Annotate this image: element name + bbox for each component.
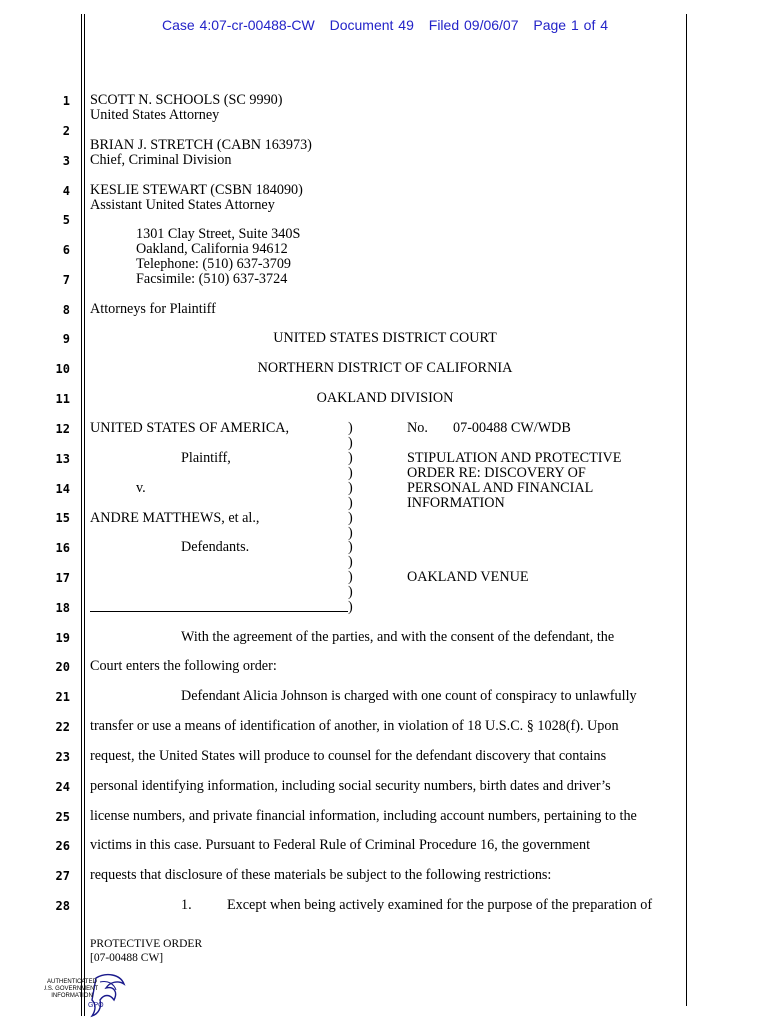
caption-paren: ) bbox=[348, 465, 353, 481]
line-number: 4 bbox=[62, 184, 70, 198]
line-number: 7 bbox=[62, 273, 70, 287]
line-number: 14 bbox=[55, 482, 70, 496]
address-city: Oakland, California 94612 bbox=[136, 241, 288, 257]
body-line: Defendant Alicia Johnson is charged with one count of conspiracy to unlawfully bbox=[181, 688, 637, 704]
caption-paren: ) bbox=[348, 420, 353, 436]
line-number: 12 bbox=[55, 422, 70, 436]
body-line: Court enters the following order: bbox=[90, 658, 277, 674]
paragraph-number: 1. bbox=[181, 897, 192, 913]
line-number: 5 bbox=[62, 213, 70, 227]
attorneys-for: Attorneys for Plaintiff bbox=[90, 301, 216, 317]
defendant-name: ANDRE MATTHEWS, et al., bbox=[90, 510, 260, 526]
defendant-role: Defendants. bbox=[181, 539, 250, 555]
gpo-text: AUTHENTICATED bbox=[47, 979, 97, 985]
line-number: 11 bbox=[55, 392, 70, 406]
body-line: Except when being actively examined for the purpose of the preparation of bbox=[227, 897, 653, 913]
court-name: UNITED STATES DISTRICT COURT bbox=[273, 330, 497, 346]
caption-paren: ) bbox=[348, 495, 353, 511]
body-line: transfer or use a means of identification of another, in violation of 18 U.S.C. § 1028(f). Upon bbox=[90, 718, 619, 734]
address-street: 1301 Clay Street, Suite 340S bbox=[136, 226, 301, 242]
court-division: OAKLAND DIVISION bbox=[316, 390, 454, 406]
document-title-line: INFORMATION bbox=[407, 495, 505, 511]
line-number: 23 bbox=[55, 750, 70, 764]
line-number: 21 bbox=[55, 690, 70, 704]
plaintiff-role: Plaintiff, bbox=[181, 450, 231, 466]
attorney-title-2: Chief, Criminal Division bbox=[90, 152, 232, 168]
venue: OAKLAND VENUE bbox=[407, 569, 529, 585]
line-number: 9 bbox=[62, 332, 70, 346]
filed-date: Filed 09/06/07 bbox=[428, 17, 519, 33]
body-line: With the agreement of the parties, and with the consent of the defendant, the bbox=[181, 629, 615, 645]
line-number: 8 bbox=[62, 303, 70, 317]
caption-paren: ) bbox=[348, 525, 353, 541]
attorney-title-3: Assistant United States Attorney bbox=[90, 197, 275, 213]
attorney-name-3: KESLIE STEWART (CSBN 184090) bbox=[90, 182, 303, 198]
caption-paren: ) bbox=[348, 480, 353, 496]
line-number: 27 bbox=[55, 869, 70, 883]
attorney-name-2: BRIAN J. STRETCH (CABN 163973) bbox=[90, 137, 312, 153]
left-margin-rule-inner bbox=[84, 14, 85, 1016]
case-no-value: 07-00488 CW/WDB bbox=[453, 420, 571, 436]
caption-underline bbox=[90, 611, 348, 612]
telephone: Telephone: (510) 637-3709 bbox=[136, 256, 292, 272]
line-number: 13 bbox=[55, 452, 70, 466]
gpo-text: INFORMATION bbox=[51, 993, 93, 999]
body-line: request, the United States will produce to counsel for the defendant discovery that contains bbox=[90, 748, 607, 764]
document-title-line: STIPULATION AND PROTECTIVE bbox=[407, 450, 622, 466]
line-number: 10 bbox=[55, 362, 70, 376]
plaintiff-name: UNITED STATES OF AMERICA, bbox=[90, 420, 290, 436]
line-number: 3 bbox=[62, 154, 70, 168]
court-district: NORTHERN DISTRICT OF CALIFORNIA bbox=[257, 360, 513, 376]
attorney-title-1: United States Attorney bbox=[90, 107, 220, 123]
gpo-text: GPO bbox=[88, 1002, 104, 1009]
line-number: 15 bbox=[55, 511, 70, 525]
caption-paren: ) bbox=[348, 584, 353, 600]
document-number: Document 49 bbox=[329, 17, 414, 33]
caption-paren: ) bbox=[348, 510, 353, 526]
document-title-line: ORDER RE: DISCOVERY OF bbox=[407, 465, 586, 481]
line-number: 2 bbox=[62, 124, 70, 138]
caption-paren: ) bbox=[348, 554, 353, 570]
line-number: 6 bbox=[62, 243, 70, 257]
body-line: requests that disclosure of these materials be subject to the following restrictions: bbox=[90, 867, 552, 883]
line-number: 19 bbox=[55, 631, 70, 645]
body-line: license numbers, and private financial information, including account numbers, pertaining to the bbox=[90, 808, 637, 824]
caption-paren: ) bbox=[348, 569, 353, 585]
caption-paren: ) bbox=[348, 435, 353, 451]
document-title-line: PERSONAL AND FINANCIAL bbox=[407, 480, 594, 496]
line-number: 1 bbox=[62, 94, 70, 108]
line-number: 17 bbox=[55, 571, 70, 585]
facsimile: Facsimile: (510) 637-3724 bbox=[136, 271, 288, 287]
left-margin-rule bbox=[81, 14, 82, 1016]
gpo-text: U.S. GOVERNMENT bbox=[44, 986, 99, 992]
ecf-header-stamp bbox=[0, 17, 770, 33]
line-number: 18 bbox=[55, 601, 70, 615]
line-number: 26 bbox=[55, 839, 70, 853]
page-indicator: Page 1 of 4 bbox=[533, 17, 609, 33]
case-number: Case 4:07-cr-00488-CW bbox=[161, 17, 315, 33]
line-number: 22 bbox=[55, 720, 70, 734]
line-number: 16 bbox=[55, 541, 70, 555]
line-number: 24 bbox=[55, 780, 70, 794]
body-line: victims in this case. Pursuant to Federal Rule of Criminal Procedure 16, the government bbox=[90, 837, 591, 853]
caption-paren: ) bbox=[348, 539, 353, 555]
caption-paren: ) bbox=[348, 599, 353, 615]
footer-case: [07-00488 CW] bbox=[90, 952, 164, 964]
footer bbox=[90, 937, 202, 965]
line-number: 25 bbox=[55, 810, 70, 824]
body-line: personal identifying information, including social security numbers, birth dates and driver’s bbox=[90, 778, 611, 794]
caption-paren: ) bbox=[348, 450, 353, 466]
gpo-eagle-icon bbox=[44, 970, 134, 1020]
right-margin-rule bbox=[686, 14, 687, 1006]
footer-title: PROTECTIVE ORDER bbox=[90, 938, 203, 950]
line-number: 20 bbox=[55, 660, 70, 674]
gpo-authentication-logo bbox=[44, 970, 134, 1020]
line-number: 28 bbox=[55, 899, 70, 913]
versus: v. bbox=[136, 480, 146, 496]
case-no-label: No. bbox=[407, 420, 428, 436]
attorney-name-1: SCOTT N. SCHOOLS (SC 9990) bbox=[90, 92, 283, 108]
